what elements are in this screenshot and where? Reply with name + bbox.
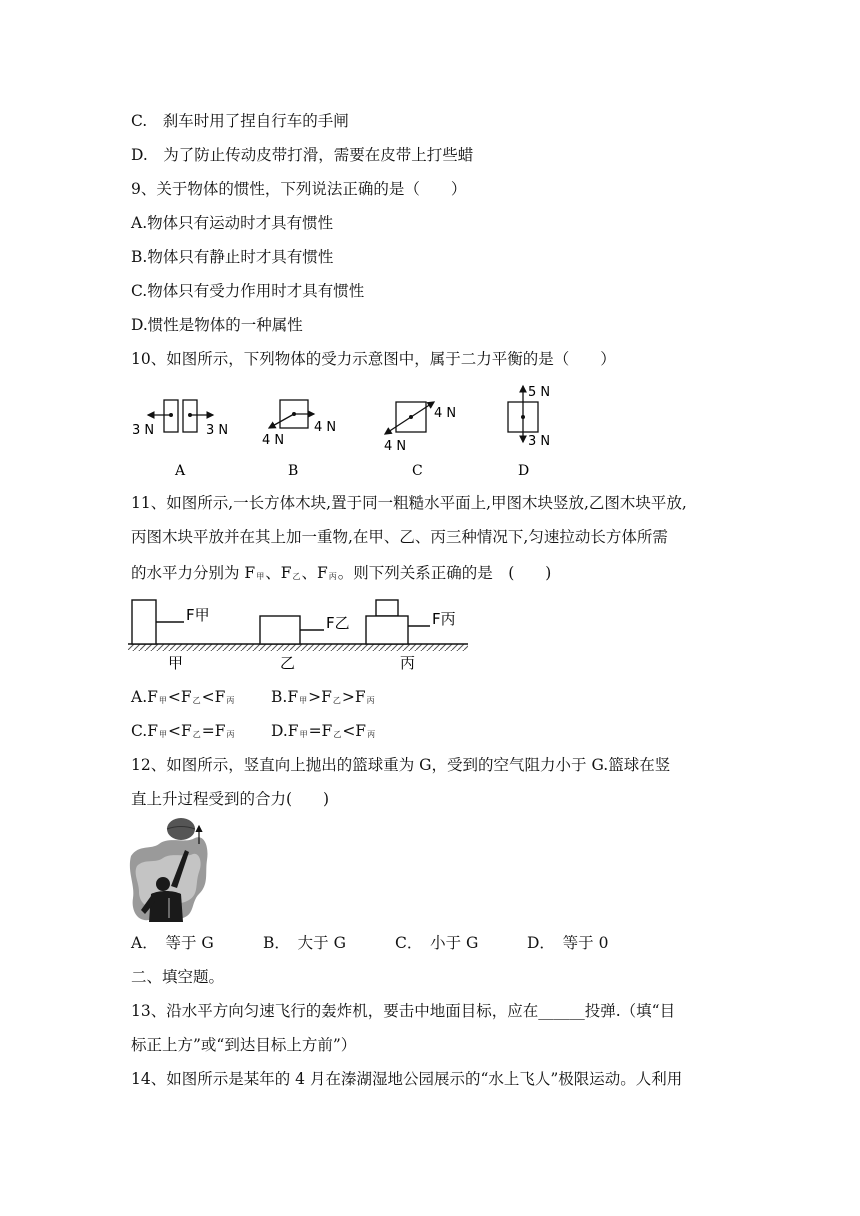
force-label: 4 N <box>434 406 457 421</box>
force-label: F丙 <box>432 610 456 628</box>
question-12-option-d: D． 等于 0 <box>527 934 609 952</box>
question-14-line-1: 14、如图所示是某年的 4 月在溱湖湿地公园展示的“水上飞人”极限运动。人利用 <box>131 1070 683 1088</box>
force-label: 5 N <box>528 385 551 400</box>
question-12-options <box>131 932 608 954</box>
figure-10-label-a: A <box>175 463 186 479</box>
figure-11-bing <box>366 600 456 672</box>
question-12-basketball-figure <box>129 814 211 924</box>
question-12-option-a: A． 等于 G <box>131 934 214 952</box>
figure-10-c <box>384 402 456 479</box>
figure-11-yi <box>260 614 350 672</box>
section-2-heading: 二、填空题。 <box>131 968 225 986</box>
figure-10-b <box>262 400 336 479</box>
force-label: 4 N <box>384 439 407 454</box>
figure-10-d <box>508 385 550 479</box>
force-label: F甲 <box>186 606 210 624</box>
question-12-option-c: C． 小于 G <box>395 934 479 952</box>
question-9-option-a: A.物体只有运动时才具有惯性 <box>131 214 334 232</box>
question-13-line-1: 13、沿水平方向匀速飞行的轰炸机，要击中地面目标，应在______投弹.（填“目 <box>131 1002 676 1020</box>
question-11-options-cd: $C.F_甲<F_乙=F_丙$ $D.F_甲=F_乙<F_丙$ <box>131 722 376 740</box>
question-12-line-2: 直上升过程受到的合力( ) <box>131 790 330 808</box>
question-11-figure <box>128 596 473 676</box>
question-9: 9、关于物体的惯性，下列说法正确的是（ ） <box>131 180 467 198</box>
question-10: 10、如图所示，下列物体的受力示意图中，属于二力平衡的是（ ） <box>131 350 616 368</box>
question-9-option-d: D.惯性是物体的一种属性 <box>131 316 303 334</box>
force-label: F乙 <box>326 614 350 632</box>
option-c-line: C. 刹车时用了捏自行车的手闸 <box>131 112 349 130</box>
force-label: 3 N <box>132 423 155 438</box>
figure-10-a <box>132 400 228 479</box>
question-13-line-2: 标正上方”或“到达目标上方前”） <box>131 1036 357 1054</box>
figure-11-label-bing: 丙 <box>400 654 416 672</box>
question-11-line-2: 丙图木块平放并在其上加一重物,在甲、乙、丙三种情况下,匀速拉动长方体所需 <box>131 528 668 546</box>
question-11-line-3: 的水平力分别为 $F_甲$、$F_乙$、$F_丙$。则下列关系正确的是 ( ) <box>131 564 552 582</box>
question-11-line-1: 11、如图所示,一长方体木块,置于同一粗糙水平面上,甲图木块竖放,乙图木块平放, <box>131 494 687 512</box>
figure-11-label-yi: 乙 <box>280 654 296 672</box>
question-12-option-b: B． 大于 G <box>263 934 346 952</box>
force-label: 3 N <box>528 434 551 449</box>
figure-10-label-b: B <box>288 463 299 479</box>
force-label: 4 N <box>314 420 337 435</box>
question-12-line-1: 12、如图所示，竖直向上抛出的篮球重为 G，受到的空气阻力小于 G.篮球在竖 <box>131 756 671 774</box>
force-label: 4 N <box>262 433 285 448</box>
figure-10-label-d: D <box>518 463 530 479</box>
question-10-figure <box>128 382 568 482</box>
question-9-option-c: C.物体只有受力作用时才具有惯性 <box>131 282 365 300</box>
question-9-option-b: B.物体只有静止时才具有惯性 <box>131 248 334 266</box>
question-11-options-ab: $A.F_甲<F_乙<F_丙$ $B.F_甲>F_乙>F_丙$ <box>131 688 375 706</box>
figure-11-jia <box>132 600 210 672</box>
figure-10-label-c: C <box>412 463 423 479</box>
option-d-line: D. 为了防止传动皮带打滑，需要在皮带上打些蜡 <box>131 146 474 164</box>
force-label: 3 N <box>206 423 229 438</box>
figure-11-label-jia: 甲 <box>168 654 184 672</box>
